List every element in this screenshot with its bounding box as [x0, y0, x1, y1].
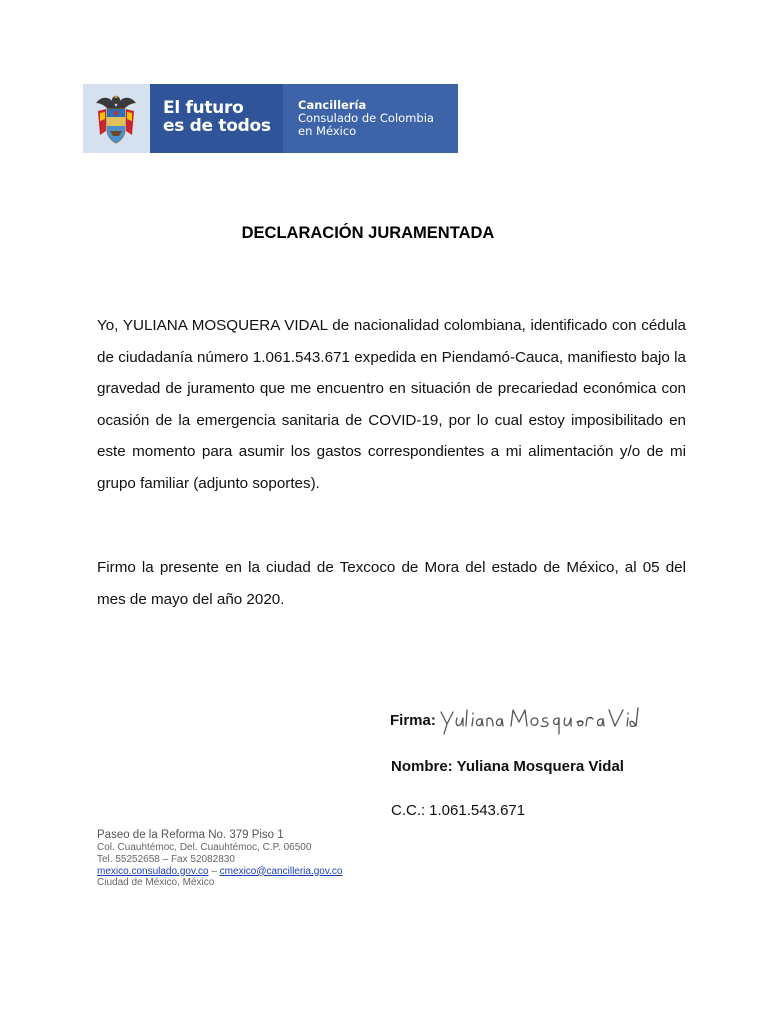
signature-row	[390, 704, 690, 738]
cc-row	[391, 802, 525, 819]
nombre-row	[391, 758, 624, 775]
cc-value: 1.061.543.671	[429, 802, 526, 819]
ministry-panel	[283, 84, 458, 153]
footer-link-separator: –	[208, 865, 220, 877]
website-link[interactable]: mexico.consulado.gov.co	[97, 865, 209, 877]
slogan-line-1: El futuro	[163, 98, 244, 118]
emblem-panel	[83, 84, 150, 153]
colombia-coat-of-arms-icon	[92, 91, 140, 147]
consulate-footer	[97, 828, 342, 889]
footer-links	[97, 866, 342, 878]
footer-city: Ciudad de México, México	[97, 877, 215, 889]
consulate-header-banner	[83, 84, 458, 153]
ministry-line-2: Consulado de Colombia	[298, 111, 434, 125]
slogan-panel	[150, 84, 283, 153]
footer-address: Paseo de la Reforma No. 379 Piso 1	[97, 829, 284, 841]
ministry-line-3: en México	[298, 124, 357, 138]
firma-label: Firma:	[390, 712, 436, 729]
slogan-text	[163, 99, 271, 135]
footer-colonia: Col. Cuauhtémoc, Del. Cuauhtémoc, C.P. 06500	[97, 842, 312, 853]
document-title: DECLARACIÓN JURAMENTADA	[241, 224, 495, 242]
nombre-value: Yuliana Mosquera Vidal	[456, 758, 624, 775]
signing-place-paragraph: Firmo la presente en la ciudad de Texcoco de Mora del estado de México, al 05 del mes de mayo del año 2020.	[97, 559, 686, 608]
ministry-text	[298, 99, 434, 138]
handwritten-signature	[435, 704, 640, 740]
nombre-label: Nombre:	[391, 758, 453, 775]
slogan-line-2: es de todos	[163, 116, 271, 136]
cc-label: C.C.:	[391, 802, 426, 819]
footer-phone: Tel. 55252658 – Fax 52082830	[97, 853, 235, 865]
ministry-line-1: Cancillería	[298, 98, 367, 112]
declaration-paragraph: Yo, YULIANA MOSQUERA VIDAL de nacionalidad colombiana, identificado con cédula de ciudadanía número 1.061.543.671 expedida en Piendamó-Cauca, manifiesto bajo la gravedad de juramento que me encuentro en situación de precariedad económica con ocasión de la emergencia sanitaria de COVID-19, por lo cual estoy imposibilitado en este momento para asumir los gastos correspondientes a mi alimentación y/o de mi grupo familiar (adjunto soportes).	[97, 317, 686, 492]
email-link[interactable]: cmexico@cancilleria.gov.co	[219, 865, 343, 877]
